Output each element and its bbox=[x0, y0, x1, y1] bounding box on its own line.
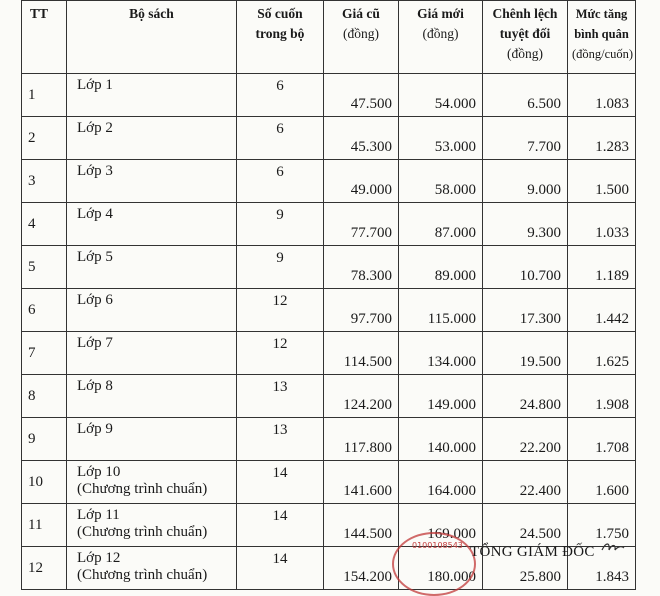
header-line: Giá cũ bbox=[342, 6, 380, 21]
cell-tt: 5 bbox=[22, 246, 67, 289]
cell-old-price: 47.500 bbox=[324, 74, 399, 117]
cell-old-price: 117.800 bbox=[324, 418, 399, 461]
header-line: Chênh lệch bbox=[492, 6, 558, 21]
cell-tt: 7 bbox=[22, 332, 67, 375]
header-line: Mức tăng bbox=[575, 7, 628, 21]
cell-old-price: 77.700 bbox=[324, 203, 399, 246]
set-name: Lớp 8 bbox=[77, 378, 113, 394]
cell-count: 13 bbox=[237, 418, 324, 461]
table-row bbox=[22, 504, 636, 547]
cell-abs-diff: 19.500 bbox=[483, 332, 568, 375]
set-name: Lớp 3 bbox=[77, 163, 113, 179]
cell-new-price: 58.000 bbox=[399, 160, 483, 203]
cell-new-price: 180.000 bbox=[399, 547, 483, 590]
cell-old-price: 45.300 bbox=[324, 117, 399, 160]
set-name: Lớp 2 bbox=[77, 120, 113, 136]
cell-avg-increase: 1.033 bbox=[568, 203, 636, 246]
cell-avg-increase: 1.908 bbox=[568, 375, 636, 418]
price-table bbox=[21, 0, 636, 590]
table-row bbox=[22, 203, 636, 246]
col-header-tt: TT bbox=[22, 1, 67, 74]
set-name: Lớp 11 bbox=[77, 507, 120, 523]
cell-new-price: 134.000 bbox=[399, 332, 483, 375]
cell-count: 13 bbox=[237, 375, 324, 418]
cell-set-name bbox=[67, 203, 237, 246]
cell-abs-diff: 17.300 bbox=[483, 289, 568, 332]
cell-old-price: 141.600 bbox=[324, 461, 399, 504]
cell-tt: 9 bbox=[22, 418, 67, 461]
cell-new-price: 115.000 bbox=[399, 289, 483, 332]
col-header-avg-increase bbox=[568, 1, 636, 74]
table-row bbox=[22, 332, 636, 375]
header-line: trong bộ bbox=[255, 26, 305, 41]
cell-avg-increase: 1.750 bbox=[568, 504, 636, 547]
cell-avg-increase: 1.708 bbox=[568, 418, 636, 461]
cell-set-name bbox=[67, 160, 237, 203]
table-row bbox=[22, 117, 636, 160]
col-header-old-price bbox=[324, 1, 399, 74]
cell-set-name bbox=[67, 246, 237, 289]
cell-tt: 12 bbox=[22, 547, 67, 590]
cell-count: 9 bbox=[237, 246, 324, 289]
cell-set-name bbox=[67, 289, 237, 332]
cell-new-price: 149.000 bbox=[399, 375, 483, 418]
cell-set-name bbox=[67, 461, 237, 504]
cell-abs-diff: 7.700 bbox=[483, 117, 568, 160]
cell-avg-increase: 1.600 bbox=[568, 461, 636, 504]
header-line: (đồng) bbox=[422, 26, 459, 41]
cell-new-price: 89.000 bbox=[399, 246, 483, 289]
table-row bbox=[22, 375, 636, 418]
cell-count: 6 bbox=[237, 74, 324, 117]
cell-avg-increase: 1.500 bbox=[568, 160, 636, 203]
set-name: Lớp 10 bbox=[77, 464, 121, 480]
header-line: (đồng) bbox=[507, 46, 543, 61]
header-line: Số cuốn bbox=[257, 6, 303, 21]
cell-count: 9 bbox=[237, 203, 324, 246]
table-row bbox=[22, 74, 636, 117]
header-line: bình quân bbox=[574, 27, 629, 41]
cell-set-name bbox=[67, 504, 237, 547]
cell-count: 6 bbox=[237, 160, 324, 203]
set-name: Lớp 6 bbox=[77, 292, 113, 308]
cell-set-name bbox=[67, 375, 237, 418]
cell-count: 6 bbox=[237, 117, 324, 160]
set-program: (Chương trình chuẩn) bbox=[77, 524, 208, 540]
signatory-title: TỔNG GIÁM ĐỐC bbox=[470, 544, 595, 560]
cell-tt: 11 bbox=[22, 504, 67, 547]
cell-tt: 3 bbox=[22, 160, 67, 203]
cell-abs-diff: 24.500 bbox=[483, 504, 568, 547]
table-row bbox=[22, 160, 636, 203]
cell-avg-increase: 1.189 bbox=[568, 246, 636, 289]
cell-count: 14 bbox=[237, 547, 324, 590]
table-row bbox=[22, 418, 636, 461]
cell-tt: 2 bbox=[22, 117, 67, 160]
cell-abs-diff: 10.700 bbox=[483, 246, 568, 289]
set-name: Lớp 1 bbox=[77, 77, 113, 93]
set-name: Lớp 4 bbox=[77, 206, 113, 222]
set-program: (Chương trình chuẩn) bbox=[77, 481, 208, 497]
header-line: tuyệt đối bbox=[499, 26, 551, 41]
cell-set-name bbox=[67, 74, 237, 117]
cell-set-name bbox=[67, 117, 237, 160]
cell-new-price: 140.000 bbox=[399, 418, 483, 461]
cell-avg-increase: 1.625 bbox=[568, 332, 636, 375]
cell-old-price: 49.000 bbox=[324, 160, 399, 203]
cell-abs-diff: 9.000 bbox=[483, 160, 568, 203]
cell-old-price: 124.200 bbox=[324, 375, 399, 418]
cell-tt: 8 bbox=[22, 375, 67, 418]
cell-abs-diff: 9.300 bbox=[483, 203, 568, 246]
cell-old-price: 154.200 bbox=[324, 547, 399, 590]
cell-old-price: 114.500 bbox=[324, 332, 399, 375]
col-header-new-price bbox=[399, 1, 483, 74]
cell-abs-diff: 6.500 bbox=[483, 74, 568, 117]
cell-set-name bbox=[67, 547, 237, 590]
cell-abs-diff: 25.800 bbox=[483, 547, 568, 590]
col-header-set: Bộ sách bbox=[67, 1, 237, 74]
signature-mark bbox=[600, 538, 640, 556]
cell-new-price: 164.000 bbox=[399, 461, 483, 504]
cell-old-price: 144.500 bbox=[324, 504, 399, 547]
cell-new-price: 54.000 bbox=[399, 74, 483, 117]
stamp-number: 0100108543 bbox=[412, 541, 463, 550]
cell-count: 12 bbox=[237, 289, 324, 332]
col-header-abs-diff bbox=[483, 1, 568, 74]
cell-old-price: 97.700 bbox=[324, 289, 399, 332]
cell-old-price: 78.300 bbox=[324, 246, 399, 289]
table-row bbox=[22, 246, 636, 289]
cell-new-price: 53.000 bbox=[399, 117, 483, 160]
cell-count: 12 bbox=[237, 332, 324, 375]
cell-count: 14 bbox=[237, 461, 324, 504]
header-line: (đồng) bbox=[343, 26, 379, 41]
cell-avg-increase: 1.083 bbox=[568, 74, 636, 117]
cell-avg-increase: 1.283 bbox=[568, 117, 636, 160]
cell-new-price: 169.000 bbox=[399, 504, 483, 547]
header-line: Giá mới bbox=[417, 6, 464, 21]
cell-tt: 6 bbox=[22, 289, 67, 332]
cell-set-name bbox=[67, 418, 237, 461]
cell-avg-increase: 1.442 bbox=[568, 289, 636, 332]
cell-set-name bbox=[67, 332, 237, 375]
set-name: Lớp 9 bbox=[77, 421, 113, 437]
cell-abs-diff: 22.400 bbox=[483, 461, 568, 504]
set-name: Lớp 7 bbox=[77, 335, 113, 351]
cell-abs-diff: 24.800 bbox=[483, 375, 568, 418]
set-name: Lớp 12 bbox=[77, 550, 121, 566]
cell-avg-increase: 1.843 bbox=[568, 547, 636, 590]
cell-new-price: 87.000 bbox=[399, 203, 483, 246]
col-header-count bbox=[237, 1, 324, 74]
set-program: (Chương trình chuẩn) bbox=[77, 567, 208, 583]
cell-tt: 1 bbox=[22, 74, 67, 117]
cell-abs-diff: 22.200 bbox=[483, 418, 568, 461]
header-row bbox=[22, 1, 636, 74]
cell-count: 14 bbox=[237, 504, 324, 547]
cell-tt: 4 bbox=[22, 203, 67, 246]
table-row bbox=[22, 461, 636, 504]
header-line: (đồng/cuốn) bbox=[572, 47, 634, 61]
table-row bbox=[22, 289, 636, 332]
table-body bbox=[22, 74, 636, 590]
cell-tt: 10 bbox=[22, 461, 67, 504]
set-name: Lớp 5 bbox=[77, 249, 113, 265]
